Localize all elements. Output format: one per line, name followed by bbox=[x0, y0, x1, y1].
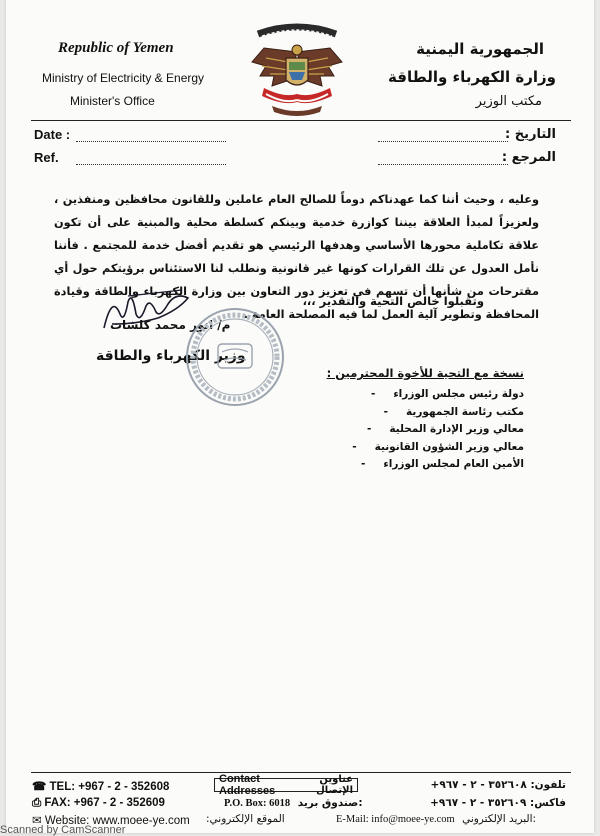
signatory-name: م/ انور محمد كلشات bbox=[110, 318, 231, 332]
ref-label-ar: المرجع : bbox=[501, 150, 556, 165]
header-divider bbox=[31, 120, 571, 121]
footer-pobox: P.O. Box: 6018 صندوق بريد: bbox=[224, 797, 363, 809]
cc-heading: نسخة مع التحية للأخوة المحترمين : bbox=[326, 366, 524, 380]
signatory-title: وزير الكهرباء والطاقة bbox=[96, 348, 246, 364]
footer-website-ar: الموقع الإلكتروني: bbox=[206, 813, 285, 825]
header-country-en: Republic of Yemen bbox=[58, 40, 174, 56]
header-ministry-ar: وزارة الكهرباء والطاقة bbox=[388, 68, 556, 86]
date-label-ar: التاريخ : bbox=[505, 127, 556, 142]
header-office-en: Minister's Office bbox=[70, 94, 155, 108]
footer-fax-en: ⎙ FAX: +967 - 2 - 352609 bbox=[32, 797, 165, 809]
header-ministry-en: Ministry of Electricity & Energy bbox=[42, 71, 205, 85]
header-country-ar: الجمهورية اليمنية bbox=[416, 40, 544, 58]
header-office-ar: مكتب الوزير bbox=[475, 94, 542, 109]
letter-body: وعليه ، وحيث أننا كما عهدناكم دوماً للصالح العام عاملين وللقانون محافظين ومنفذين ، ولعزيزاً لمبدأ العلاقة بيننا كوازرة خدمية وبينكم كسلطة محلية والمبنية على أن تكون علاقة تكاملية محورها الأساسي وهدفها الرئيسي هو تقديم أفضل خدمة للمجتمع . فأننا نأمل العدول عن تلك القرارات كونها غير قانونية ونطلب لنا الاستئناس برؤيتكم حول أي مقترحات من شأنها أن تسهم في تعزيز دور التعاون بين وزارة الكهرباء والطاقة وقيادة المحافظة وتطوير آلية العمل لما فيه المصلحة العامة . bbox=[54, 193, 539, 321]
footer-divider-top bbox=[31, 772, 571, 773]
letter-page bbox=[6, 0, 594, 833]
official-stamp-icon bbox=[184, 306, 286, 408]
cc-item: الأمين العام لمجلس الوزراء - bbox=[352, 456, 524, 474]
scanner-watermark: Scanned by CamScanner bbox=[0, 824, 126, 836]
cc-item: معالي وزير الإدارة المحلية - bbox=[352, 421, 524, 439]
date-label-en: Date : bbox=[34, 127, 71, 142]
cc-item: دولة رئيس مجلس الوزراء - bbox=[352, 386, 524, 404]
mail-icon: ✉ bbox=[32, 815, 42, 827]
ref-label-en: Ref. bbox=[34, 150, 59, 165]
cc-item: معالي وزير الشؤون القانونية - bbox=[352, 439, 524, 457]
footer-website-en: ✉ Website: www.moee-ye.com bbox=[32, 815, 190, 827]
footer-tel-ar: تلفون: ٣٥٢٦٠٨ - ٢ - ٩٦٧+ bbox=[430, 779, 566, 791]
footer-fax-ar: فاكس: ٣٥٢٦٠٩ - ٢ - ٩٦٧+ bbox=[430, 797, 566, 809]
yemen-emblem-icon bbox=[244, 18, 350, 120]
footer-tel-en: ☎ TEL: +967 - 2 - 352608 bbox=[32, 781, 170, 793]
cc-item: مكتب رئاسة الجمهورية - bbox=[352, 404, 524, 422]
ref-line-ar bbox=[378, 164, 508, 165]
date-line-ar bbox=[378, 141, 508, 142]
footer-email: E-Mail: info@moee-ye.com البريد الإلكتروني: bbox=[336, 813, 537, 825]
date-line-en bbox=[76, 141, 226, 142]
cc-list bbox=[352, 386, 524, 474]
letter-closing: وتقبلوا خالص التحية والتقدير ،،، bbox=[302, 294, 484, 308]
ref-line-en bbox=[76, 164, 226, 165]
phone-icon: ☎ bbox=[32, 781, 47, 793]
fax-icon: ⎙ bbox=[32, 797, 42, 809]
contact-addresses-box: Contact Addresses عناوين الإتصال bbox=[214, 778, 358, 792]
